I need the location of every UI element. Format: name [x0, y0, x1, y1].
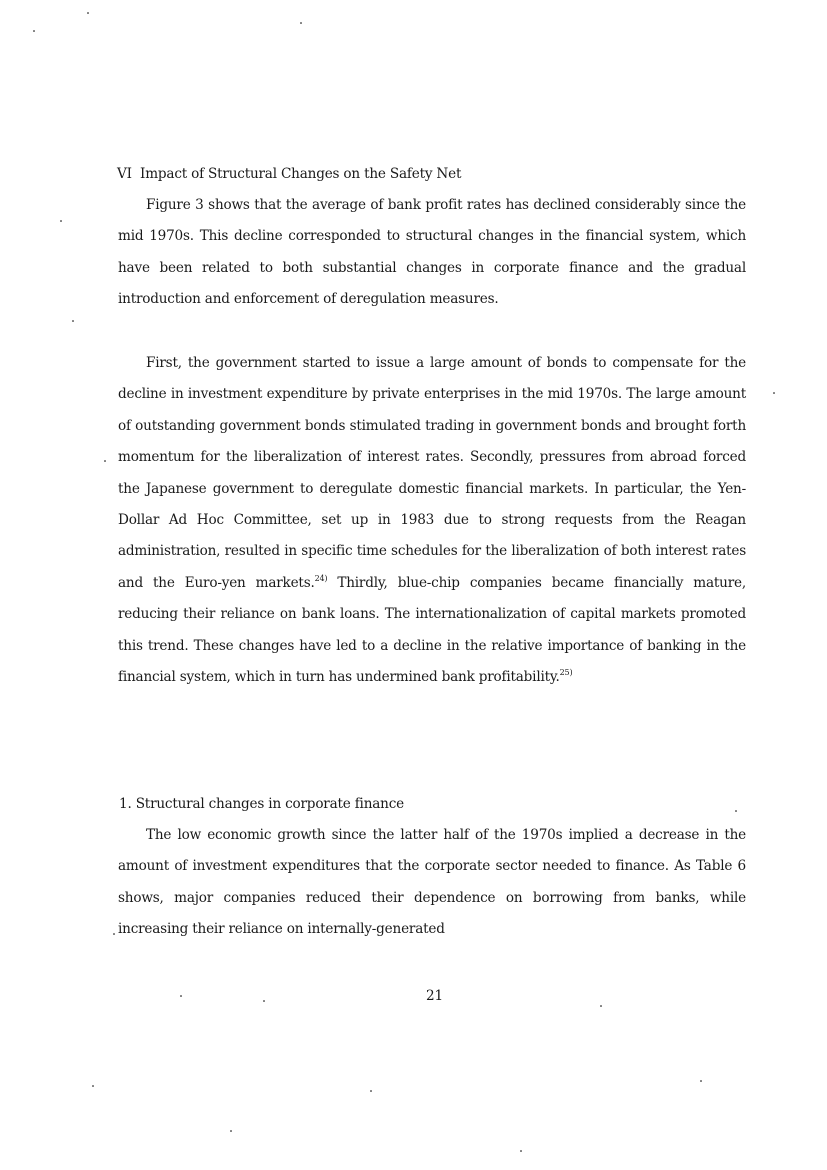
scan-speck: [113, 933, 115, 935]
scan-speck: [33, 30, 35, 32]
scan-speck: [263, 1000, 265, 1002]
scan-speck: [180, 995, 182, 997]
paragraph-figure3: [118, 190, 746, 316]
scan-speck: [600, 1005, 602, 1007]
scan-speck: [72, 320, 74, 322]
scan-speck: [230, 1130, 232, 1132]
paragraph-text-part-a: First, the government started to issue a large amount of bonds to compensate for the decline in investment expenditure by private enterprises in the mid 1970s. The large amount of outstanding government bonds stimulated trading in government bonds and brought forth momentum for the liberalization of interest rates. Secondly, pressures from abroad forced the Japanese government to deregulate domestic financial markets. In particular, the Yen-Dollar Ad Hoc Committee, set up in 1983 due to strong requests from the Reagan administration, resulted in specific time schedules for the liberalization of both interest rates and the Euro-yen markets.: [118, 355, 746, 591]
paragraph-text: Figure 3 shows that the average of bank profit rates has declined considerably since the mid 1970s. This decline corresponded to structural changes in the financial system, which have been related to both substantial changes in corporate finance and the gradual introduction and enforcement of deregulation measures.: [118, 197, 746, 308]
paragraph-text: The low economic growth since the latter half of the 1970s implied a decrease in the amount of investment expenditures that the corporate sector needed to finance. As Table 6 shows, major companies reduced their dependence on borrowing from banks, while increasing their reliance on internally-generated: [118, 827, 746, 938]
scan-speck: [60, 220, 62, 222]
scan-speck: [773, 392, 775, 394]
subsection-heading: 1. Structural changes in corporate finance: [119, 796, 404, 812]
scan-speck: [735, 810, 737, 812]
scan-speck: [370, 1090, 372, 1092]
scan-speck: [104, 460, 106, 462]
section-heading: [117, 166, 757, 182]
paragraph-text-part-b: Thirdly, blue-chip companies became financially mature, reducing their reliance on bank loans. The internationalization of capital markets promoted this trend. These changes have led to a decline in the relative importance of banking in the financial system, which in turn has undermined bank profitability.: [118, 574, 746, 686]
scan-speck: [300, 22, 302, 24]
paragraph-causes: [118, 348, 746, 693]
paragraph-corporate-finance: [118, 820, 746, 946]
page-number: 21: [426, 988, 443, 1004]
section-title: Impact of Structural Changes on the Safety Net: [140, 166, 462, 182]
scan-speck: [87, 12, 89, 14]
scan-speck: [520, 1150, 522, 1152]
section-number: VI: [117, 166, 132, 182]
scan-speck: [700, 1080, 702, 1082]
footnote-ref-24: 24): [314, 573, 328, 583]
footnote-ref-25: 25): [559, 668, 573, 678]
scan-speck: [92, 1085, 94, 1087]
